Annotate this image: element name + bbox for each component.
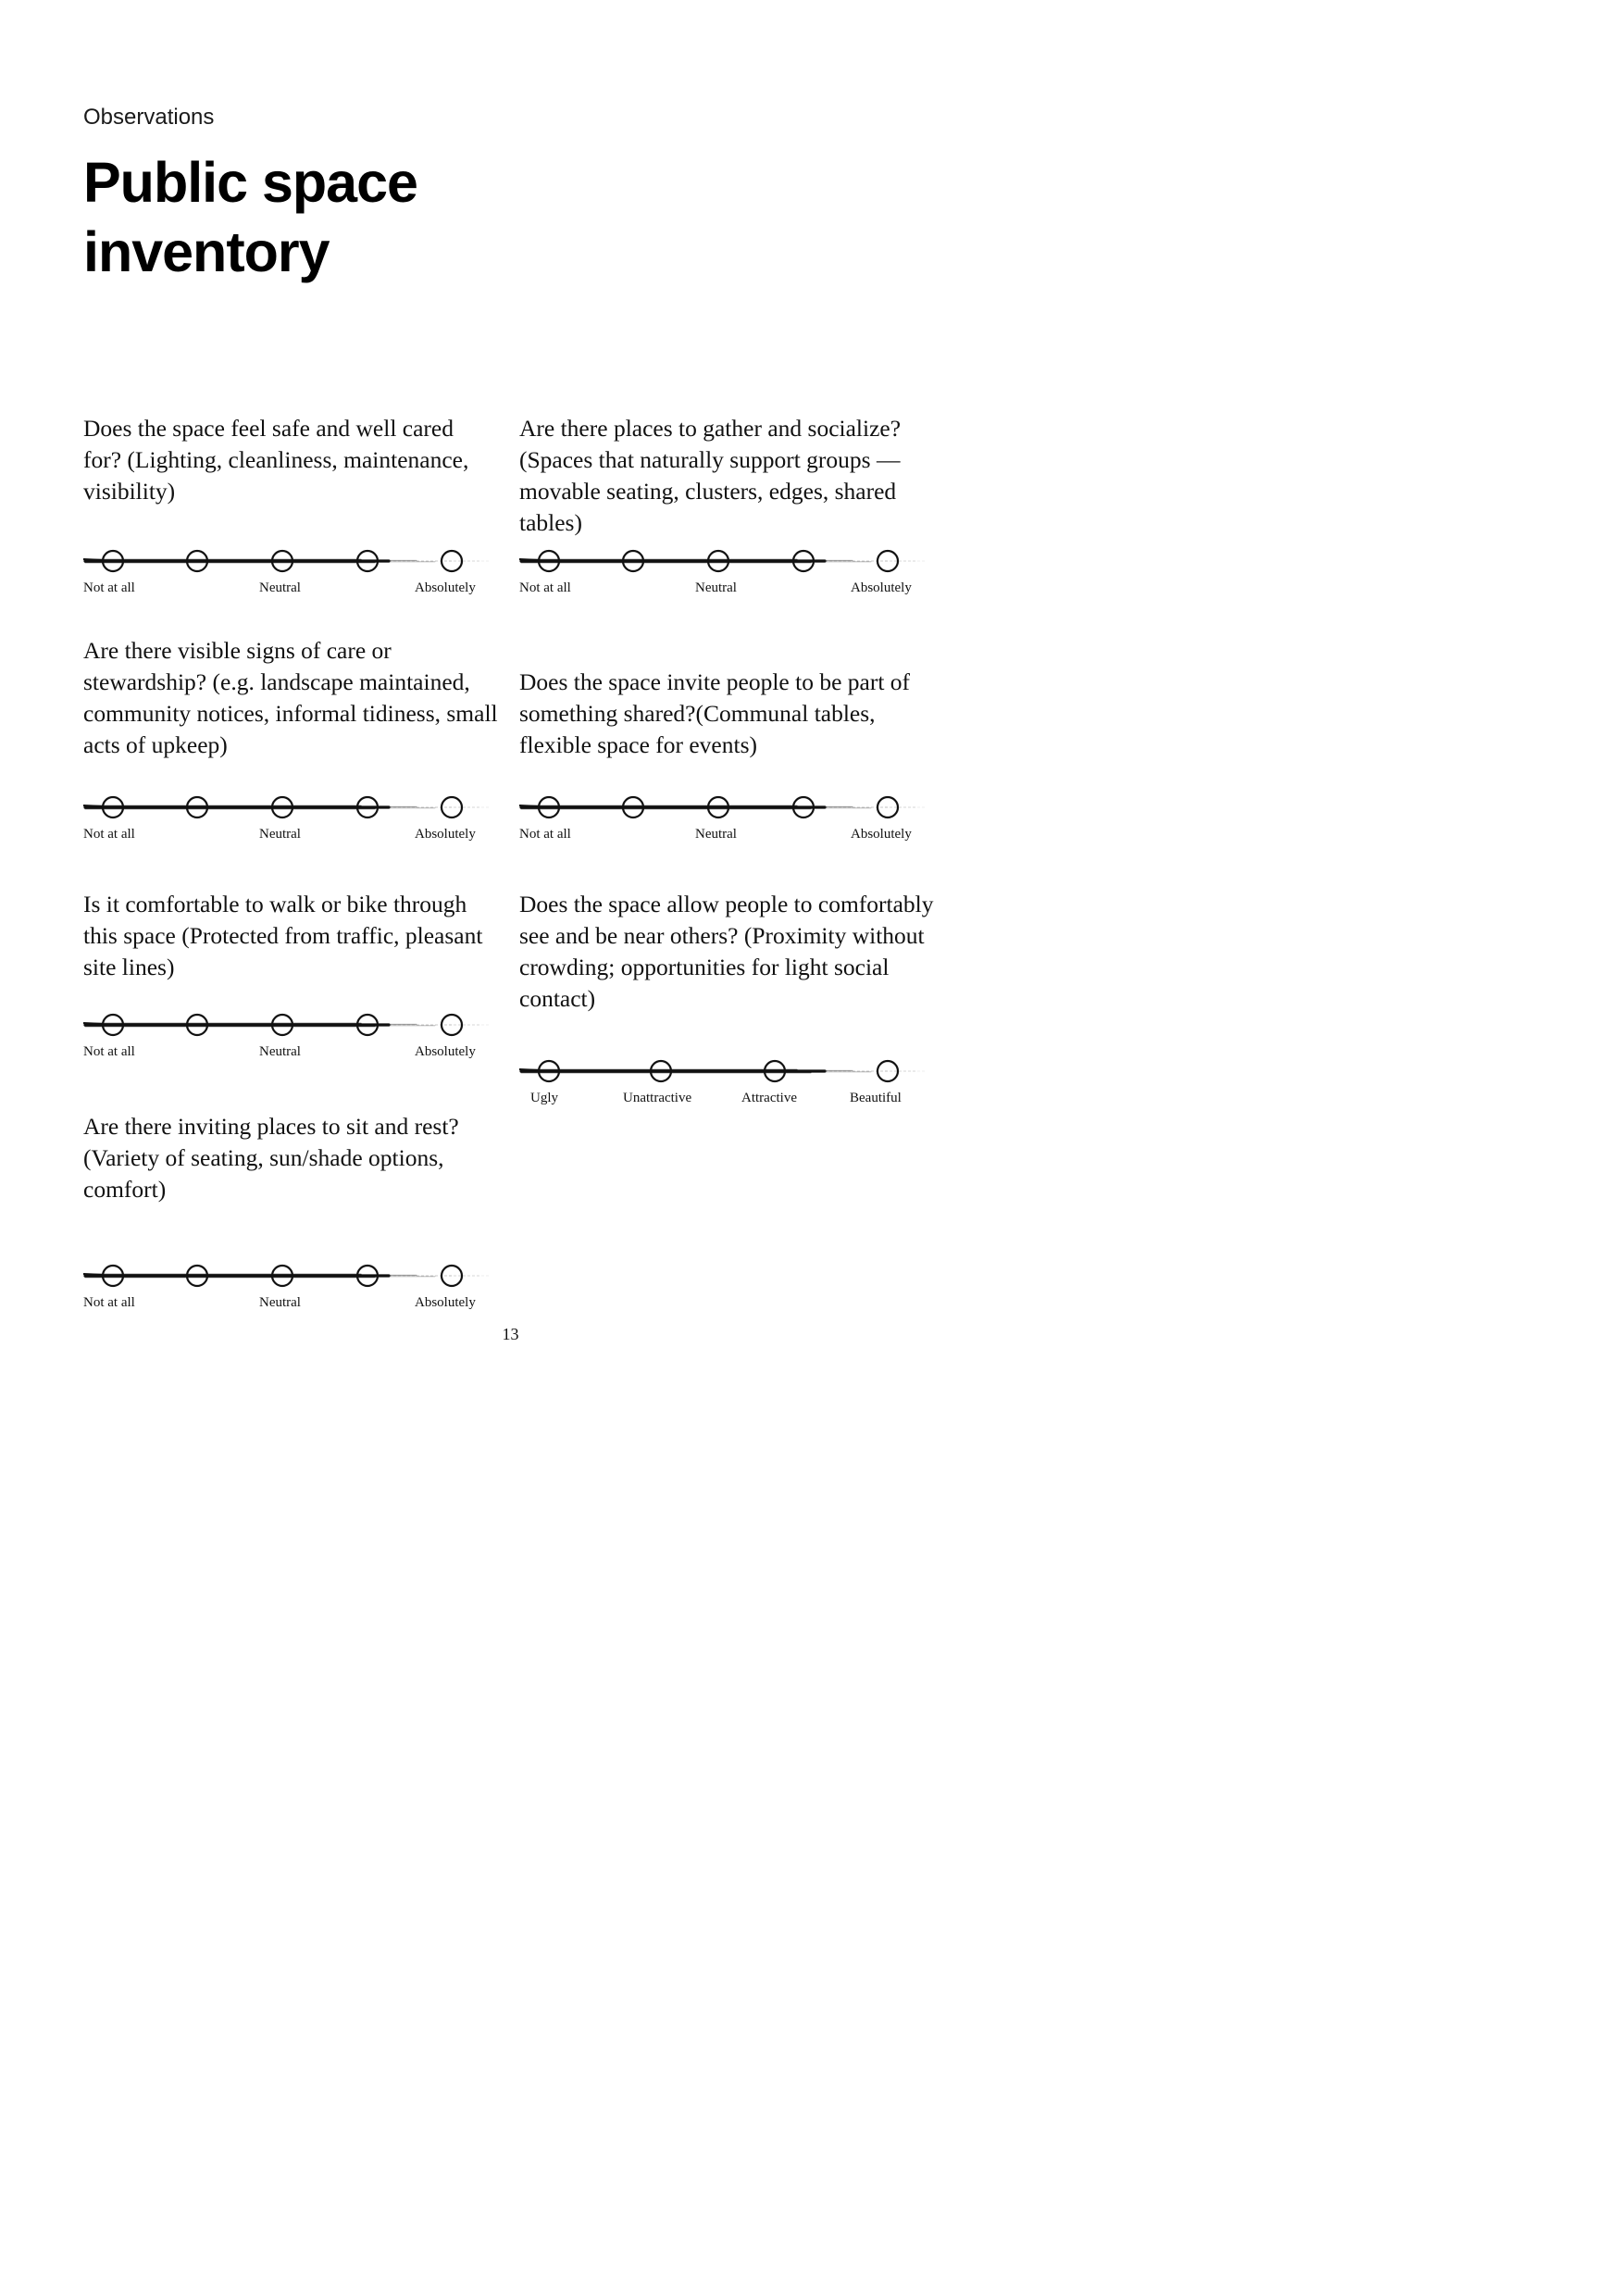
scale-label-mid: Neutral <box>695 827 737 842</box>
scale-label-low: Not at all <box>519 827 571 842</box>
scale-label-high: Absolutely <box>415 580 476 595</box>
scale-label-low: Not at all <box>83 1295 135 1310</box>
brush-stroke <box>83 1274 104 1275</box>
scale-track <box>519 547 927 575</box>
scale-label-high: Absolutely <box>415 1295 476 1310</box>
scale-track <box>83 1011 491 1039</box>
rating-scale-safety <box>83 547 491 603</box>
question-gathering: Are there places to gather and socialize? (Spaces that naturally support groups — movable seating, clusters, edges, shared tables) <box>519 415 902 536</box>
question-seating: Are there inviting places to sit and rest? (Variety of seating, sun/shade options, comfort) <box>83 1113 459 1203</box>
question-stewardship: Are there visible signs of care or stewardship? (e.g. landscape maintained, community notices, informal tidiness, small acts of upkeep) <box>83 637 498 758</box>
scale-label-low: Not at all <box>519 580 571 595</box>
scale-label-high: Absolutely <box>415 1044 476 1059</box>
brush-stroke <box>519 1069 540 1070</box>
scale-label-mid: Neutral <box>259 1044 301 1059</box>
question-proximity: Does the space allow people to comfortably see and be near others? (Proximity without crowding; opportunities for light social contact) <box>519 891 934 1012</box>
scale-label-high: Absolutely <box>851 827 912 842</box>
scale-track <box>519 1057 927 1085</box>
rating-scale-stewardship <box>83 793 491 849</box>
brush-stroke <box>519 805 540 806</box>
scale-label-ugly: Ugly <box>530 1091 558 1105</box>
brush-stroke <box>83 805 104 806</box>
question-safety: Does the space feel safe and well cared for? (Lighting, cleanliness, maintenance, visibility) <box>83 415 469 505</box>
page-title: Public space inventory <box>83 151 417 283</box>
worksheet-page <box>0 0 1021 1449</box>
question-shared: Does the space invite people to be part of something shared?(Communal tables, flexible space for events) <box>519 668 911 758</box>
scale-label-mid: Neutral <box>259 580 301 595</box>
scale-label-low: Not at all <box>83 827 135 842</box>
scale-label-mid: Neutral <box>695 580 737 595</box>
brush-stroke <box>83 1023 104 1024</box>
rating-scale-shared <box>519 793 927 849</box>
scale-track <box>83 793 491 821</box>
rating-scale-gathering <box>519 547 927 603</box>
scale-track <box>83 1262 491 1290</box>
scale-label-attractive: Attractive <box>741 1091 797 1105</box>
question-walk-bike: Is it comfortable to walk or bike through this space (Protected from traffic, pleasant site lines) <box>83 891 483 980</box>
page-number: 13 <box>502 1325 519 1343</box>
section-label: Observations <box>83 105 215 130</box>
scale-track <box>519 793 927 821</box>
rating-scale-seating <box>83 1262 491 1317</box>
scale-label-beautiful: Beautiful <box>850 1091 902 1105</box>
scale-label-low: Not at all <box>83 580 135 595</box>
scale-label-mid: Neutral <box>259 827 301 842</box>
scale-label-low: Not at all <box>83 1044 135 1059</box>
scale-label-high: Absolutely <box>851 580 912 595</box>
scale-label-high: Absolutely <box>415 827 476 842</box>
brush-stroke <box>83 559 104 560</box>
scale-label-mid: Neutral <box>259 1295 301 1310</box>
rating-scale-proximity <box>519 1057 927 1113</box>
scale-track <box>83 547 491 575</box>
scale-label-unattractive: Unattractive <box>623 1091 692 1105</box>
rating-scale-walk-bike <box>83 1011 491 1067</box>
brush-stroke <box>519 559 540 560</box>
